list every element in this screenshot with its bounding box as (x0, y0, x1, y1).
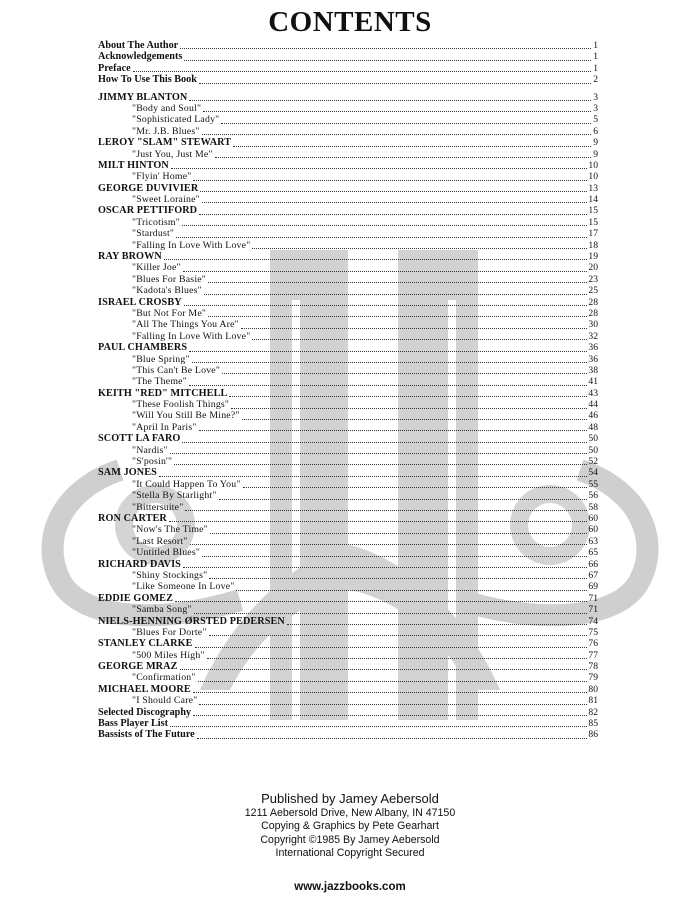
toc-entry-label: RAY BROWN (98, 251, 162, 263)
toc-entry-page-number: 60 (588, 524, 598, 536)
dot-leader (203, 111, 591, 112)
toc-entry-label: PAUL CHAMBERS (98, 342, 188, 354)
dot-leader (192, 362, 588, 363)
dot-leader (219, 499, 588, 500)
dot-leader (215, 157, 591, 158)
toc-entry-page-number: 14 (588, 194, 598, 206)
toc-entry-artist (98, 183, 598, 194)
dot-leader (175, 601, 587, 602)
toc-entry-page-number: 10 (588, 159, 598, 171)
dot-leader (209, 578, 587, 579)
toc-entry-artist (98, 638, 598, 649)
dot-leader (242, 419, 588, 420)
toc-entry-page-number: 5 (593, 114, 598, 126)
toc-entry-label: Bassists of The Future (98, 729, 195, 741)
toc-entry-page-number: 65 (588, 547, 598, 559)
toc-entry-label: "Flyin' Home" (132, 171, 192, 183)
toc-entry-page-number: 71 (588, 604, 598, 616)
toc-entry-label: "It Could Happen To You" (132, 478, 241, 490)
toc-entry-page-number: 67 (588, 569, 598, 581)
toc-entry-song (98, 331, 598, 342)
toc-entry-label: "Blue Spring" (132, 353, 190, 365)
toc-entry-song (98, 240, 598, 251)
toc-entry-label: SCOTT LA FARO (98, 433, 181, 445)
toc-entry-song (98, 217, 598, 228)
dot-leader (159, 476, 587, 477)
toc-entry-label: Selected Discography (98, 706, 192, 718)
table-of-contents (98, 40, 598, 741)
toc-entry-page-number: 66 (588, 558, 598, 570)
toc-entry-artist (98, 342, 598, 353)
publisher-heading: Published by Jamey Aebersold (261, 791, 439, 806)
toc-entry-label: "The Theme" (132, 376, 187, 388)
toc-entry-song (98, 376, 598, 387)
dot-leader (194, 613, 588, 614)
toc-entry-label: "This Can't Be Love" (132, 364, 221, 376)
dot-leader (193, 715, 587, 716)
toc-entry-page-number: 32 (588, 330, 598, 342)
toc-entry-page-number: 56 (588, 490, 598, 502)
dot-leader (189, 385, 588, 386)
toc-entry-label: "Bittersuite" (132, 501, 184, 513)
toc-entry-label: "Will You Still Be Mine?" (132, 410, 240, 422)
toc-entry-label: "Falling In Love With Love" (132, 239, 251, 251)
toc-entry-top (98, 63, 598, 74)
toc-entry-page-number: 71 (588, 592, 598, 604)
toc-entry-label: "Kadota's Blues" (132, 285, 202, 297)
toc-entry-label: "Tricotism" (132, 216, 180, 228)
dot-leader (252, 339, 587, 340)
toc-entry-top (98, 74, 598, 85)
toc-entry-page-number: 36 (588, 353, 598, 365)
toc-entry-page-number: 43 (588, 387, 598, 399)
toc-entry-page-number: 77 (588, 649, 598, 661)
dot-leader (174, 464, 587, 465)
toc-entry-artist (98, 92, 598, 103)
toc-entry-label: STANLEY CLARKE (98, 638, 193, 650)
toc-entry-page-number: 28 (588, 296, 598, 308)
toc-entry-label: "April In Paris" (132, 421, 197, 433)
toc-entry-page-number: 2 (593, 74, 598, 86)
toc-entry-label: OSCAR PETTIFORD (98, 205, 198, 217)
toc-entry-label: "Blues For Basie" (132, 273, 206, 285)
toc-entry-page-number: 48 (588, 421, 598, 433)
toc-entry-label: JIMMY BLANTON (98, 91, 188, 103)
toc-entry-song (98, 695, 598, 706)
toc-entry-label: "Body and Soul" (132, 102, 202, 114)
page-title: CONTENTS (268, 6, 432, 38)
dot-leader (180, 48, 591, 49)
dot-leader (287, 624, 588, 625)
toc-entry-page-number: 18 (588, 239, 598, 251)
dot-leader (182, 442, 587, 443)
toc-entry-label: "I Should Care" (132, 695, 198, 707)
toc-entry-song (98, 365, 598, 376)
dot-leader (171, 168, 588, 169)
dot-leader (202, 202, 588, 203)
toc-entry-song (98, 228, 598, 239)
toc-entry-song (98, 445, 598, 456)
dot-leader (236, 590, 587, 591)
toc-entry-artist (98, 513, 598, 524)
toc-entry-page-number: 20 (588, 262, 598, 274)
dot-leader (176, 237, 587, 238)
toc-entry-song (98, 126, 598, 137)
toc-entry-page-number: 1 (593, 62, 598, 74)
toc-entry-page-number: 85 (588, 718, 598, 730)
dot-leader (222, 373, 587, 374)
toc-entry-label: "Sophisticated Lady" (132, 114, 220, 126)
toc-entry-page-number: 55 (588, 478, 598, 490)
toc-entry-label: Preface (98, 62, 131, 74)
toc-entry-label: "Just You, Just Me" (132, 148, 213, 160)
toc-entry-page-number: 79 (588, 672, 598, 684)
toc-entry-song (98, 650, 598, 661)
dot-leader (231, 408, 587, 409)
toc-entry-song (98, 319, 598, 330)
toc-entry-artist (98, 593, 598, 604)
toc-entry-page-number: 38 (588, 364, 598, 376)
toc-entry-page-number: 9 (593, 137, 598, 149)
dot-leader (193, 692, 588, 693)
toc-entry-page-number: 60 (588, 513, 598, 524)
toc-entry-section (98, 707, 598, 718)
toc-entry-song (98, 285, 598, 296)
toc-entry-top (98, 51, 598, 62)
toc-entry-page-number: 63 (588, 535, 598, 547)
toc-entry-song (98, 672, 598, 683)
toc-entry-label: KEITH "RED" MITCHELL (98, 387, 228, 399)
toc-entry-label: "Stardust" (132, 228, 175, 240)
dot-leader (189, 351, 587, 352)
toc-entry-page-number: 81 (588, 695, 598, 707)
toc-entry-song (98, 411, 598, 422)
toc-entry-artist (98, 251, 598, 262)
dot-leader (189, 100, 591, 101)
toc-entry-page-number: 80 (588, 683, 598, 695)
toc-entry-label: "Killer Joe" (132, 262, 181, 274)
toc-entry-label: "Shiny Stockings" (132, 569, 208, 581)
toc-entry-label: SAM JONES (98, 467, 157, 479)
toc-entry-song (98, 627, 598, 638)
dot-leader (164, 259, 588, 260)
dot-leader (184, 305, 588, 306)
toc-entry-label: MILT HINTON (98, 159, 169, 171)
toc-entry-label: "Sweet Loraine" (132, 194, 200, 206)
toc-entry-artist (98, 559, 598, 570)
dot-leader (202, 556, 587, 557)
dot-leader (180, 669, 588, 670)
toc-entry-label: "Last Resort" (132, 535, 188, 547)
toc-entry-label: "But Not For Me" (132, 307, 207, 319)
toc-entry-label: "Now's The Time" (132, 524, 208, 536)
toc-entry-label: About The Author (98, 39, 179, 51)
dot-leader (199, 214, 587, 215)
dot-leader (202, 134, 591, 135)
dot-leader (252, 248, 587, 249)
website-url: www.jazzbooks.com (294, 881, 406, 893)
dot-leader (182, 225, 587, 226)
dot-leader (207, 658, 588, 659)
dot-leader (208, 316, 587, 317)
publisher-credits: Copying & Graphics by Pete Gearhart (261, 820, 439, 833)
toc-entry-label: How To Use This Book (98, 74, 197, 86)
toc-entry-page-number: 6 (593, 125, 598, 137)
toc-entry-page-number: 15 (588, 205, 598, 217)
dot-leader (229, 396, 587, 397)
toc-entry-song (98, 422, 598, 433)
toc-entry-label: "Samba Song" (132, 604, 192, 616)
publisher-copyright: Copyright ©1985 By Jamey Aebersold (260, 833, 440, 846)
dot-leader (195, 647, 588, 648)
toc-entry-label: "Mr. J.B. Blues" (132, 125, 200, 137)
toc-entry-label: Acknowledgements (98, 51, 183, 63)
toc-entry-label: RICHARD DAVIS (98, 558, 181, 570)
toc-entry-label: NIELS-HENNING ØRSTED PEDERSEN (98, 615, 285, 627)
toc-entry-page-number: 9 (593, 148, 598, 160)
toc-entry-label: "Nardis" (132, 444, 168, 456)
toc-entry-label: ISRAEL CROSBY (98, 296, 182, 308)
toc-entry-song (98, 262, 598, 273)
toc-entry-song (98, 502, 598, 513)
toc-entry-label: "Blues For Dorte" (132, 626, 207, 638)
toc-entry-artist (98, 160, 598, 171)
toc-entry-page-number: 41 (588, 376, 598, 388)
toc-entry-artist (98, 433, 598, 444)
toc-entry-page-number: 30 (588, 319, 598, 331)
toc-entry-label: "Confirmation" (132, 672, 196, 684)
toc-entry-song (98, 194, 598, 205)
dot-leader (200, 191, 587, 192)
toc-entry-page-number: 75 (588, 626, 598, 638)
toc-entry-page-number: 25 (588, 285, 598, 297)
toc-entry-page-number: 13 (588, 182, 598, 194)
dot-leader (199, 704, 587, 705)
dot-leader (184, 60, 591, 61)
toc-entry-song (98, 274, 598, 285)
toc-entry-label: "S'posin'" (132, 456, 173, 468)
toc-entry-song (98, 581, 598, 592)
toc-entry-label: "Like Someone In Love" (132, 581, 235, 593)
toc-entry-song (98, 536, 598, 547)
dot-leader (183, 567, 587, 568)
toc-entry-artist (98, 467, 598, 478)
toc-entry-page-number: 86 (588, 729, 598, 741)
toc-entry-page-number: 46 (588, 410, 598, 422)
toc-entry-label: EDDIE GOMEZ (98, 592, 173, 604)
dot-leader (221, 123, 591, 124)
toc-entry-section (98, 729, 598, 740)
toc-entry-artist (98, 388, 598, 399)
toc-entry-label: GEORGE MRAZ (98, 661, 178, 673)
dot-leader (209, 635, 588, 636)
toc-entry-artist (98, 616, 598, 627)
toc-entry-label: MICHAEL MOORE (98, 683, 191, 695)
toc-entry-artist (98, 205, 598, 216)
dot-leader (241, 328, 588, 329)
toc-entry-song (98, 570, 598, 581)
toc-entry-song (98, 456, 598, 467)
toc-entry-song (98, 490, 598, 501)
dot-leader (133, 71, 591, 72)
toc-entry-page-number: 54 (588, 467, 598, 479)
dot-leader (170, 726, 587, 727)
toc-entry-label: "Untitled Blues" (132, 547, 201, 559)
publisher-rights: International Copyright Secured (275, 846, 425, 859)
toc-entry-song (98, 171, 598, 182)
toc-entry-page-number: 1 (593, 39, 598, 51)
dot-leader (208, 282, 587, 283)
toc-entry-label: "Stella By Starlight" (132, 490, 217, 502)
toc-entry-page-number: 36 (588, 342, 598, 354)
toc-entry-top (98, 40, 598, 51)
toc-entry-label: "These Foolish Things" (132, 399, 230, 411)
toc-entry-artist (98, 684, 598, 695)
dot-leader (190, 544, 588, 545)
dot-leader (185, 510, 587, 511)
dot-leader (210, 533, 587, 534)
toc-entry-page-number: 23 (588, 273, 598, 285)
toc-entry-page-number: 44 (588, 399, 598, 411)
dot-leader (243, 487, 588, 488)
dot-leader (169, 521, 588, 522)
toc-entry-page-number: 15 (588, 216, 598, 228)
toc-entry-page-number: 3 (593, 91, 598, 103)
toc-entry-label: Bass Player List (98, 718, 168, 730)
toc-entry-label: "All The Things You Are" (132, 319, 239, 331)
toc-entry-label: LEROY "SLAM" STEWART (98, 137, 232, 149)
dot-leader (199, 83, 591, 84)
toc-entry-song (98, 354, 598, 365)
dot-leader (193, 180, 587, 181)
toc-entry-label: GEORGE DUVIVIER (98, 182, 199, 194)
toc-entry-page-number: 3 (593, 102, 598, 114)
dot-leader (204, 294, 588, 295)
toc-entry-song (98, 149, 598, 160)
toc-entry-label: "Falling In Love With Love" (132, 330, 251, 342)
toc-entry-page-number: 74 (588, 615, 598, 627)
toc-entry-page-number: 19 (588, 251, 598, 263)
toc-entry-page-number: 50 (588, 433, 598, 445)
toc-entry-song (98, 479, 598, 490)
toc-entry-page-number: 58 (588, 501, 598, 513)
toc-entry-page-number: 50 (588, 444, 598, 456)
toc-entry-label: RON CARTER (98, 513, 167, 524)
toc-entry-artist (98, 661, 598, 672)
toc-entry-page-number: 1 (593, 51, 598, 63)
toc-entry-page-number: 17 (588, 228, 598, 240)
toc-entry-page-number: 69 (588, 581, 598, 593)
toc-entry-song (98, 524, 598, 535)
toc-entry-page-number: 76 (588, 638, 598, 650)
toc-entry-section (98, 718, 598, 729)
dot-leader (197, 738, 588, 739)
toc-entry-song (98, 308, 598, 319)
publisher-address: 1211 Aebersold Drive, New Albany, IN 47150 (244, 807, 456, 820)
dot-leader (198, 681, 588, 682)
toc-entry-page-number: 10 (588, 171, 598, 183)
dot-leader (170, 453, 588, 454)
toc-entry-page-number: 82 (588, 706, 598, 718)
toc-entry-artist (98, 297, 598, 308)
dot-leader (233, 146, 591, 147)
toc-entry-page-number: 78 (588, 661, 598, 673)
toc-entry-artist (98, 137, 598, 148)
toc-entry-page-number: 28 (588, 307, 598, 319)
toc-entry-song (98, 114, 598, 125)
toc-entry-label: "500 Miles High" (132, 649, 205, 661)
toc-entry-song (98, 103, 598, 114)
toc-entry-song (98, 399, 598, 410)
dot-leader (183, 271, 588, 272)
dot-leader (199, 430, 588, 431)
toc-entry-page-number: 52 (588, 456, 598, 468)
toc-entry-song (98, 604, 598, 615)
toc-entry-song (98, 547, 598, 558)
publisher-info (0, 792, 700, 860)
